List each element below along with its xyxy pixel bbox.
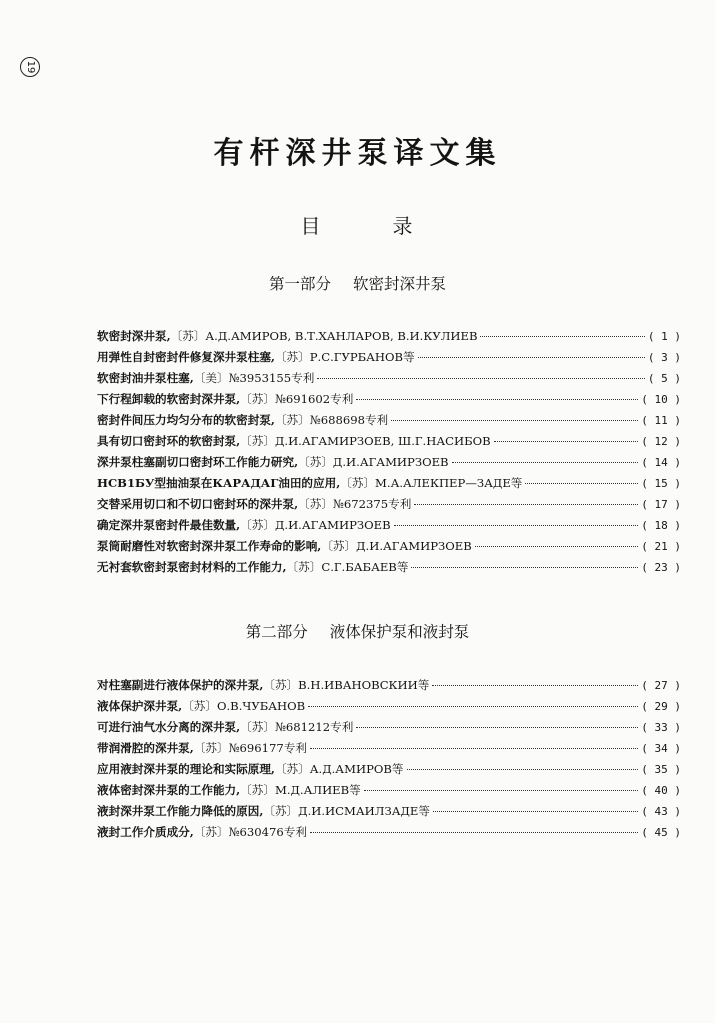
entry-title: 液封工作介质成分, <box>97 825 194 839</box>
dot-leader <box>356 727 638 728</box>
entry-title: 下行程卸载的软密封深井泵, <box>97 392 241 406</box>
entry-page: ( 23 ) <box>641 561 681 574</box>
dot-leader <box>525 483 638 484</box>
dot-leader <box>452 462 639 463</box>
entry-author: 〔苏〕В.Н.ИВАНОВСКИИ等 <box>263 678 430 692</box>
dot-leader <box>310 832 638 833</box>
entry-title: 深井泵柱塞副切口密封环工作能力研究, <box>97 455 299 469</box>
toc-entry[interactable] <box>97 349 681 370</box>
toc-entry[interactable] <box>97 803 681 824</box>
toc-entry[interactable] <box>97 412 681 433</box>
entry-author: 〔美〕№3953155专利 <box>193 371 315 385</box>
toc-entry[interactable] <box>97 454 681 475</box>
section-name: 软密封深井泵 <box>353 275 447 293</box>
entry-page: ( 17 ) <box>641 498 681 511</box>
entry-page: ( 27 ) <box>641 679 681 692</box>
dot-leader <box>411 567 638 568</box>
entry-page: ( 40 ) <box>641 784 681 797</box>
entry-title: 软密封油井泵柱塞, <box>97 371 194 385</box>
dot-leader <box>317 378 645 379</box>
entry-author: 〔苏〕№630476专利 <box>193 825 307 839</box>
entry-author: 〔苏〕Д.И.АГАМИРЗОЕВ <box>240 518 391 532</box>
entry-title: 交替采用切口和不切口密封环的深井泵, <box>97 497 299 511</box>
toc-entry[interactable] <box>97 433 681 454</box>
dot-leader <box>308 706 638 707</box>
toc-entry[interactable] <box>97 538 681 559</box>
toc-entry[interactable] <box>97 370 681 391</box>
entry-title: 密封件间压力均匀分布的软密封泵, <box>97 413 275 427</box>
entry-title: 无衬套软密封泵密封材料的工作能力, <box>97 560 287 574</box>
section-name: 液体保护泵和液封泵 <box>329 623 470 641</box>
toc-entry[interactable] <box>97 782 681 803</box>
entry-page: ( 15 ) <box>641 477 681 490</box>
dot-leader <box>432 685 638 686</box>
entry-page: ( 3 ) <box>647 351 681 364</box>
entry-page: ( 12 ) <box>641 435 681 448</box>
section-number: 第二部分 <box>245 623 308 641</box>
entry-page: ( 43 ) <box>641 805 681 818</box>
dot-leader <box>475 546 639 547</box>
entry-page: ( 21 ) <box>641 540 681 553</box>
entry-page: ( 29 ) <box>641 700 681 713</box>
entry-page: ( 18 ) <box>641 519 681 532</box>
entry-page: ( 11 ) <box>641 414 681 427</box>
entry-page: ( 14 ) <box>641 456 681 469</box>
entry-author: 〔苏〕О.В.ЧУБАНОВ <box>182 699 306 713</box>
entry-author: 〔苏〕С.Г.БАБАЕВ等 <box>286 560 409 574</box>
entry-title: 带润滑腔的深井泵, <box>97 741 194 755</box>
toc-list-part-2 <box>97 677 681 845</box>
dot-leader <box>433 811 638 812</box>
entry-author: 〔苏〕Д.И.АГАМИРЗОЕВ <box>298 455 449 469</box>
toc-entry[interactable] <box>97 328 681 349</box>
entry-author: 〔苏〕№681212专利 <box>240 720 354 734</box>
entry-title: 确定深井泵密封件最佳数量, <box>97 518 241 532</box>
entry-page: ( 35 ) <box>641 763 681 776</box>
dot-leader <box>414 504 638 505</box>
toc-list-part-1 <box>97 328 681 580</box>
entry-title: 液封深井泵工作能力降低的原因, <box>97 804 264 818</box>
toc-entry[interactable] <box>97 824 681 845</box>
toc-entry[interactable] <box>97 761 681 782</box>
entry-page: ( 45 ) <box>641 826 681 839</box>
entry-page: ( 1 ) <box>647 330 681 343</box>
toc-heading <box>0 210 715 239</box>
dot-leader <box>407 769 639 770</box>
entry-author: 〔苏〕№688698专利 <box>274 413 389 427</box>
toc-entry[interactable] <box>97 698 681 719</box>
entry-author: 〔苏〕Д.И.АГАМИРЗОЕВ, Ш.Г.НАСИБОВ <box>240 434 491 448</box>
entry-title: НСВ1БУ型抽油泵在КАРАДАГ油田的应用, <box>97 476 341 490</box>
entry-author: 〔苏〕№696177专利 <box>193 741 307 755</box>
entry-page: ( 10 ) <box>641 393 681 406</box>
entry-author: 〔苏〕№691602专利 <box>240 392 354 406</box>
toc-entry[interactable] <box>97 719 681 740</box>
entry-page: ( 33 ) <box>641 721 681 734</box>
entry-title: 泵筒耐磨性对软密封深井泵工作寿命的影响, <box>97 539 322 553</box>
toc-heading-char-1: 目 <box>300 214 323 238</box>
entry-title: 应用液封深井泵的理论和实际原理, <box>97 762 275 776</box>
entry-title: 具有切口密封环的软密封泵, <box>97 434 241 448</box>
dot-leader <box>494 441 639 442</box>
toc-entry[interactable] <box>97 475 681 496</box>
entry-title: 可进行油气水分离的深井泵, <box>97 720 241 734</box>
entry-author: 〔苏〕М.А.АЛЕКПЕР—ЗАДЕ等 <box>340 476 523 490</box>
dot-leader <box>356 399 638 400</box>
dot-leader <box>480 336 644 337</box>
toc-entry[interactable] <box>97 740 681 761</box>
entry-title: 对柱塞副进行液体保护的深井泵, <box>97 678 264 692</box>
entry-author: 〔苏〕А.Д.АМИРОВ, В.Т.ХАНЛАРОВ, В.И.КУЛИЕВ <box>170 329 478 343</box>
dot-leader <box>394 525 639 526</box>
entry-page: ( 34 ) <box>641 742 681 755</box>
toc-heading-char-2: 录 <box>392 214 415 238</box>
toc-entry[interactable] <box>97 677 681 698</box>
entry-author: 〔苏〕Д.И.ИСМАИЛЗАДЕ等 <box>263 804 430 818</box>
toc-entry[interactable] <box>97 517 681 538</box>
dot-leader <box>418 357 645 358</box>
section-title-part-1 <box>0 272 715 294</box>
book-title: 有杆深井泵译文集 <box>213 136 502 171</box>
entry-author: 〔苏〕№672375专利 <box>298 497 412 511</box>
section-title-part-2 <box>0 620 715 642</box>
entry-title: 软密封深井泵, <box>97 329 171 343</box>
entry-title: 液体保护深井泵, <box>97 699 183 713</box>
entry-author: 〔苏〕М.Д.АЛИЕВ等 <box>240 783 361 797</box>
entry-author: 〔苏〕А.Д.АМИРОВ等 <box>274 762 404 776</box>
toc-entry[interactable] <box>97 496 681 517</box>
section-number: 第一部分 <box>268 275 331 293</box>
toc-entry[interactable] <box>97 559 681 580</box>
entry-title: 液体密封深井泵的工作能力, <box>97 783 241 797</box>
dot-leader <box>310 748 638 749</box>
entry-title: 用弹性自封密封件修复深井泵柱塞, <box>97 350 275 364</box>
toc-entry[interactable] <box>97 391 681 412</box>
entry-author: 〔苏〕Р.С.ГУРБАНОВ等 <box>274 350 415 364</box>
dot-leader <box>364 790 638 791</box>
entry-author: 〔苏〕Д.И.АГАМИРЗОЕВ <box>321 539 472 553</box>
page-marker: 19 <box>20 57 40 77</box>
entry-page: ( 5 ) <box>647 372 681 385</box>
dot-leader <box>391 420 638 421</box>
